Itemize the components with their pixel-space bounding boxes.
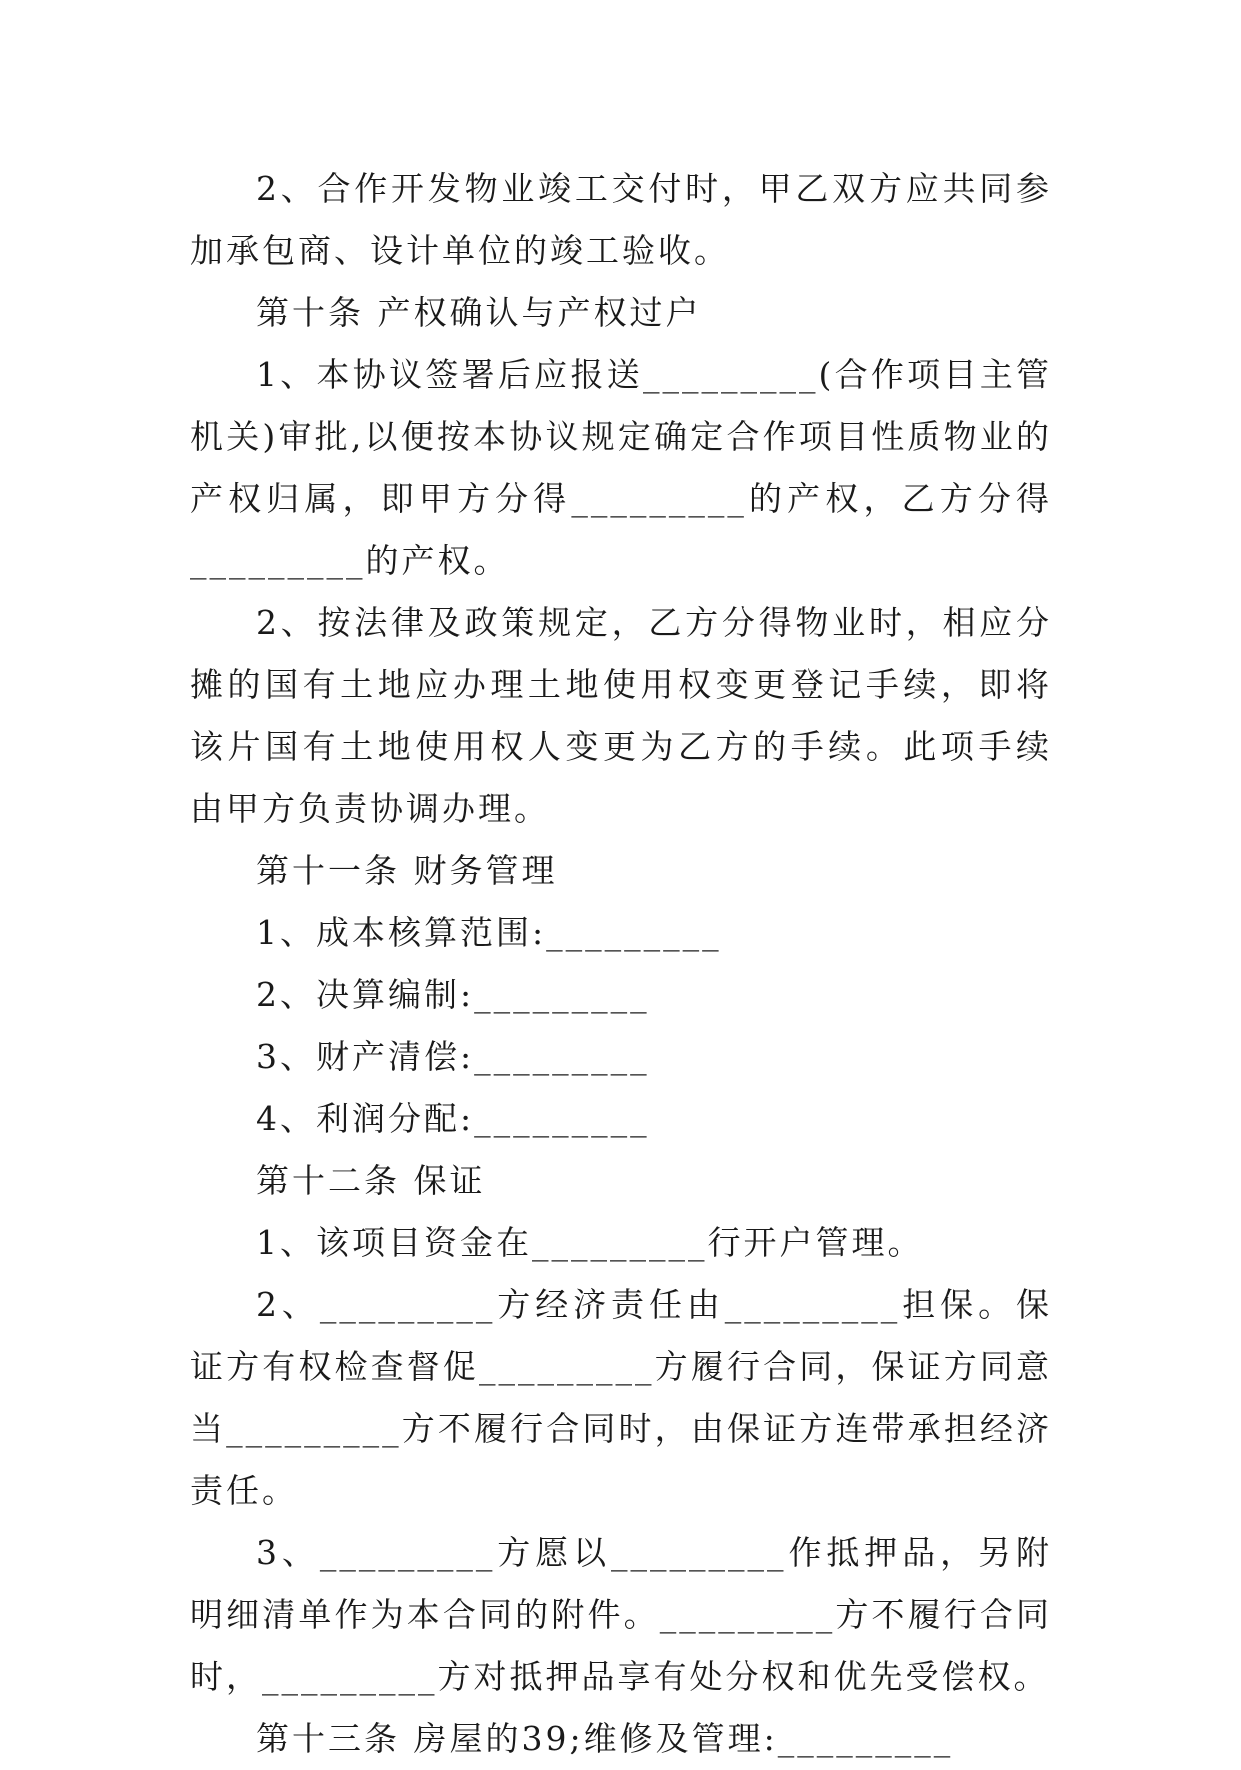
article-10-heading: 第十条 产权确认与产权过户: [256, 293, 702, 332]
item-cost-accounting: 1、成本核算范围:_________: [256, 913, 722, 952]
article-11-heading: 第十一条 财务管理: [256, 851, 558, 890]
document-body: [190, 158, 1052, 1770]
article-12-heading: 第十二条 保证: [256, 1161, 486, 1200]
paragraph-land-use-transfer: 2、按法律及政策规定，乙方分得物业时，相应分摊的国有土地应办理土地使用权变更登记手续，即将该片国有土地使用权人变更为乙方的手续。此项手续由甲方负责协调办理。: [190, 603, 1052, 828]
article-13-heading: 第十三条 房屋的39;维修及管理:_________: [256, 1719, 954, 1758]
paragraph-guarantee: 2、_________方经济责任由_________担保。保证方有权检查督促_________方履行合同，保证方同意当_________方不履行合同时，由保证方连带承担经济责任。: [190, 1285, 1052, 1510]
paragraph-completion-acceptance: 2、合作开发物业竣工交付时，甲乙双方应共同参加承包商、设计单位的竣工验收。: [190, 169, 1052, 270]
item-final-accounts: 2、决算编制:_________: [256, 975, 650, 1014]
paragraph-collateral: 3、_________方愿以_________作抵押品，另附明细清单作为本合同的附件。_________方不履行合同时，_________方对抵押品享有处分权和优先受偿权。: [190, 1533, 1052, 1696]
item-property-settlement: 3、财产清偿:_________: [256, 1037, 650, 1076]
item-profit-distribution: 4、利润分配:_________: [256, 1099, 650, 1138]
paragraph-property-approval: 1、本协议签署后应报送_________(合作项目主管机关)审批,以便按本协议规定确定合作项目性质物业的产权归属，即甲方分得_________的产权，乙方分得_________的产权。: [190, 355, 1052, 580]
paragraph-bank-account: 1、该项目资金在_________行开户管理。: [256, 1223, 924, 1262]
